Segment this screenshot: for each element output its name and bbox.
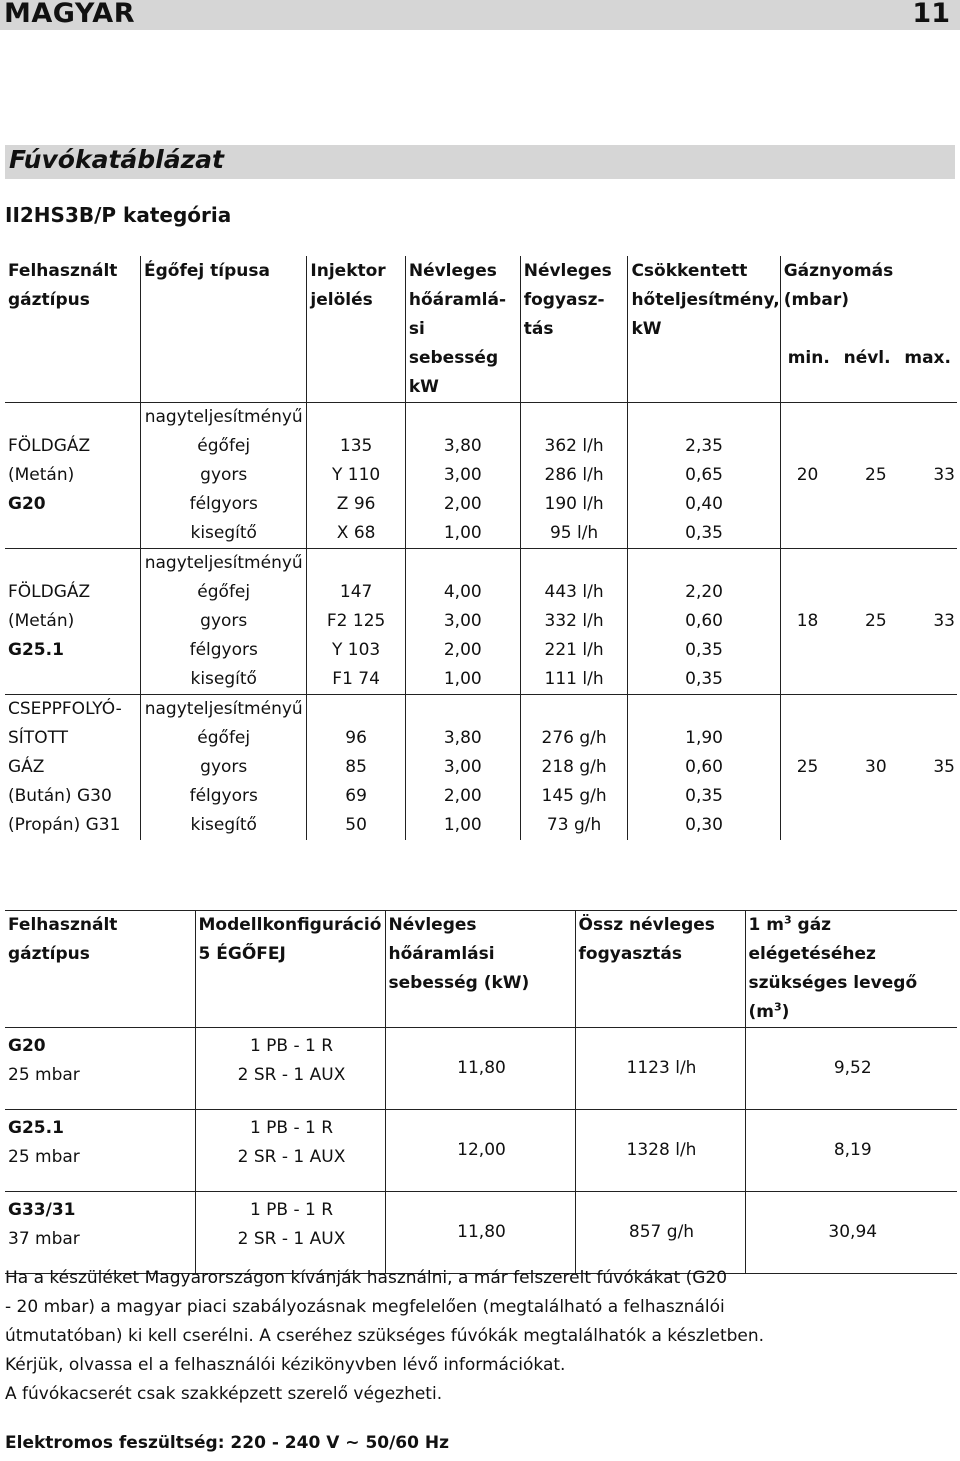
- reduced-output-cell-line: [628, 549, 779, 578]
- config-gas-cell-line: G25.1: [8, 1118, 64, 1138]
- heat-flow-cell: [405, 695, 520, 841]
- reduced-output-cell-line: 0,40: [685, 494, 723, 514]
- header-gas-pressure: Gáznyomás (mbar) min. névl. max.: [780, 256, 957, 403]
- pressure-subheaders: [784, 344, 957, 373]
- page-number: 11: [912, 0, 950, 29]
- injector-cell: [307, 403, 405, 549]
- gas-type-cell-line: (Metán): [8, 465, 75, 485]
- config-header-model: Modellkonfiguráció 5 ÉGŐFEJ: [195, 911, 385, 1028]
- consumption-cell-line: 221 l/h: [544, 640, 604, 660]
- consumption-cell-line: [521, 549, 628, 578]
- gas-type-cell: [5, 549, 141, 695]
- burner-type-cell-line: kisegítő: [190, 815, 257, 835]
- heat-flow-cell-line: 2,00: [443, 786, 482, 806]
- consumption-cell-line: 443 l/h: [544, 582, 604, 602]
- config-heat-flow-cell-line: 11,80: [457, 1058, 506, 1078]
- config-header-gas-type: Felhasznált gáztípus: [5, 911, 195, 1028]
- burner-type-cell: [141, 695, 307, 841]
- header-reduced-output: Csökkentett hőteljesítmény, kW: [628, 256, 780, 403]
- config-heat-flow-cell: [385, 1192, 575, 1274]
- gas-type-cell-line: (Metán): [8, 611, 75, 631]
- config-gas-cell: [5, 1028, 195, 1110]
- gas-pressure-cell: [780, 549, 957, 695]
- burner-type-cell-line: félgyors: [189, 494, 258, 514]
- pressure-max-value: 35: [933, 757, 955, 777]
- header-gas-type: Felhasznált gáztípus: [5, 256, 141, 403]
- injector-cell-line: Y 103: [332, 640, 381, 660]
- burner-type-cell: [141, 403, 307, 549]
- section-header: [5, 145, 955, 179]
- gas-type-cell-line: [8, 665, 140, 694]
- gas-type-cell-line: (Propán) G31: [8, 815, 121, 835]
- gas-type-cell-line: CSEPPFOLYÓ-: [8, 699, 122, 719]
- consumption-cell-line: 145 g/h: [541, 786, 607, 806]
- burner-type-cell-line: félgyors: [189, 640, 258, 660]
- header-injector: Injektor jelölés: [307, 256, 405, 403]
- config-model-cell: [195, 1028, 385, 1110]
- injector-cell-line: F2 125: [326, 611, 386, 631]
- reduced-output-cell-line: 0,30: [685, 815, 723, 835]
- config-table: [5, 910, 957, 1274]
- burner-type-cell: [141, 549, 307, 695]
- gas-type-cell-line: (Bután) G30: [8, 786, 112, 806]
- config-gas-cell: [5, 1192, 195, 1274]
- reduced-output-cell: [628, 403, 780, 549]
- reduced-output-cell-line: 2,20: [685, 582, 723, 602]
- heat-flow-cell-line: 2,00: [443, 494, 482, 514]
- config-total-cell-line: 857 g/h: [628, 1222, 695, 1242]
- reduced-output-cell-line: [628, 403, 779, 432]
- reduced-output-cell-line: 0,35: [685, 786, 723, 806]
- consumption-cell-line: 111 l/h: [544, 669, 604, 689]
- config-heat-flow-cell: [385, 1028, 575, 1110]
- config-total-cell: [575, 1192, 745, 1274]
- heat-flow-cell-line: 3,00: [443, 757, 482, 777]
- replacement-note: [5, 1264, 955, 1409]
- config-heat-flow-cell: [385, 1110, 575, 1192]
- gas-type-cell: [5, 695, 141, 841]
- config-air-cell-line: 30,94: [828, 1222, 878, 1242]
- consumption-cell: [520, 549, 628, 695]
- consumption-cell-line: [521, 695, 628, 724]
- config-heat-flow-cell-line: 12,00: [457, 1140, 506, 1160]
- pressure-max-label: max.: [904, 348, 951, 368]
- burner-type-cell-line: kisegítő: [190, 669, 257, 689]
- injector-cell-line: 50: [345, 815, 367, 835]
- injector-cell-line: Z 96: [336, 494, 376, 514]
- consumption-cell-line: 332 l/h: [544, 611, 604, 631]
- heat-flow-cell-line: 4,00: [443, 582, 482, 602]
- reduced-output-cell-line: 0,60: [685, 611, 723, 631]
- burner-type-cell-line: kisegítő: [190, 523, 257, 543]
- injector-cell-line: 135: [339, 436, 373, 456]
- note-line: - 20 mbar) a magyar piaci szabályozásnak megfelelően (megtalálható a felhasználói: [5, 1297, 725, 1317]
- injector-cell-line: 69: [345, 786, 367, 806]
- injector-cell-line: X 68: [336, 523, 376, 543]
- heat-flow-cell: [405, 403, 520, 549]
- pressure-nominal-value: 25: [865, 465, 887, 485]
- note-line: A fúvókacserét csak szakképzett szerelő végezheti.: [5, 1384, 443, 1404]
- pressure-min-value: 18: [796, 611, 819, 631]
- reduced-output-cell: [628, 695, 780, 841]
- heat-flow-cell-line: 2,00: [443, 640, 482, 660]
- config-air-cell: [745, 1192, 957, 1274]
- gas-pressure-cell: [780, 695, 957, 841]
- consumption-cell-line: 95 l/h: [549, 523, 599, 543]
- header-consumption: Névleges fogyasz- tás: [520, 256, 628, 403]
- heat-flow-cell-line: 1,00: [443, 523, 482, 543]
- heat-flow-cell: [405, 549, 520, 695]
- reduced-output-cell-line: 0,60: [685, 757, 723, 777]
- reduced-output-cell-line: 0,65: [685, 465, 723, 485]
- gas-type-cell-line: SÍTOTT: [8, 728, 69, 748]
- pressure-min-value: 25: [796, 757, 819, 777]
- config-total-cell-line: 1328 l/h: [626, 1140, 697, 1160]
- section-title: Fúvókatáblázat: [9, 145, 224, 174]
- injector-cell-line: [307, 549, 404, 578]
- page-header: [0, 0, 960, 30]
- gas-type-cell-line: FÖLDGÁZ: [8, 582, 91, 602]
- config-total-cell: [575, 1028, 745, 1110]
- consumption-cell-line: 73 g/h: [546, 815, 602, 835]
- config-air-cell: [745, 1110, 957, 1192]
- injector-cell-line: 96: [345, 728, 367, 748]
- config-gas-cell-line: G20: [8, 1036, 46, 1056]
- gas-type-cell-line: G20: [8, 494, 46, 514]
- gas-type-cell-line: [8, 519, 140, 548]
- config-gas-cell: [5, 1110, 195, 1192]
- reduced-output-cell-line: 0,35: [685, 640, 723, 660]
- gas-group-row: [5, 695, 957, 841]
- pressure-nominal-value: 25: [865, 611, 887, 631]
- pressure-min-value: 20: [796, 465, 819, 485]
- injector-cell: [307, 695, 405, 841]
- reduced-output-cell-line: 0,35: [685, 523, 723, 543]
- heat-flow-cell-line: [406, 549, 520, 578]
- config-row: [5, 1192, 957, 1274]
- gas-group-row: [5, 549, 957, 695]
- nozzle-table: [5, 256, 957, 840]
- heat-flow-cell-line: 3,80: [443, 728, 482, 748]
- config-model-cell: [195, 1110, 385, 1192]
- config-gas-cell-line: 25 mbar: [8, 1065, 80, 1085]
- consumption-cell-line: 218 g/h: [541, 757, 607, 777]
- config-model-cell-line: 2 SR - 1 AUX: [237, 1229, 346, 1249]
- gas-type-cell: [5, 403, 141, 549]
- config-model-cell-line: 2 SR - 1 AUX: [237, 1065, 346, 1085]
- burner-type-cell-line: égőfej: [197, 728, 251, 748]
- config-model-cell-line: 1 PB - 1 R: [249, 1118, 334, 1138]
- gas-type-cell-line: [8, 549, 140, 578]
- config-air-cell-line: 8,19: [833, 1140, 872, 1160]
- consumption-cell: [520, 403, 628, 549]
- burner-type-cell-line: gyors: [200, 611, 248, 631]
- heat-flow-cell-line: 3,00: [443, 465, 482, 485]
- gas-type-cell-line: G25.1: [8, 640, 64, 660]
- config-air-cell-line: 9,52: [833, 1058, 872, 1078]
- gas-group-row: [5, 403, 957, 549]
- config-gas-cell-line: 25 mbar: [8, 1147, 80, 1167]
- header-heat-flow: Névleges hőáramlá- si sebesség kW: [405, 256, 520, 403]
- note-line: Ha a készüléket Magyarországon kívánják használni, a már felszerelt fúvókákat (G20: [5, 1268, 728, 1288]
- config-gas-cell-line: 37 mbar: [8, 1229, 80, 1249]
- injector-cell-line: F1 74: [332, 669, 380, 689]
- config-model-cell: [195, 1192, 385, 1274]
- config-model-cell-line: 1 PB - 1 R: [249, 1036, 334, 1056]
- pressure-nominal-value: 30: [865, 757, 887, 777]
- config-row: [5, 1110, 957, 1192]
- heat-flow-cell-line: 3,00: [443, 611, 482, 631]
- burner-type-cell-line: égőfej: [197, 436, 251, 456]
- config-row: [5, 1028, 957, 1110]
- voltage-spec: Elektromos feszültség: 220 - 240 V ~ 50/60 Hz: [5, 1433, 450, 1453]
- injector-cell: [307, 549, 405, 695]
- burner-type-cell-line: gyors: [200, 757, 248, 777]
- note-line: Kérjük, olvassa el a felhasználói kézikönyvben lévő információkat.: [5, 1355, 566, 1375]
- injector-cell-line: 147: [339, 582, 373, 602]
- consumption-cell-line: 276 g/h: [541, 728, 607, 748]
- injector-cell-line: [307, 403, 404, 432]
- pressure-max-value: 33: [933, 465, 955, 485]
- header-burner-type: Égőfej típusa: [141, 256, 307, 403]
- config-header-air-required: 1 $m^3$ gáz elégetéséhez szükséges levegő $(m^3)$: [745, 911, 957, 1028]
- config-total-cell-line: 1123 l/h: [626, 1058, 697, 1078]
- nozzle-table-header: [5, 256, 957, 403]
- consumption-cell-line: [521, 403, 628, 432]
- consumption-cell: [520, 695, 628, 841]
- heat-flow-cell-line: [406, 403, 520, 432]
- injector-cell-line: 85: [345, 757, 367, 777]
- gas-type-cell-line: [8, 403, 140, 432]
- gas-pressure-cell: [780, 403, 957, 549]
- burner-type-cell-line: nagyteljesítményű: [144, 699, 303, 719]
- burner-type-cell-line: égőfej: [197, 582, 251, 602]
- language-label: MAGYAR: [4, 0, 135, 29]
- config-heat-flow-cell-line: 11,80: [457, 1222, 506, 1242]
- config-model-cell-line: 2 SR - 1 AUX: [237, 1147, 346, 1167]
- config-model-cell-line: 1 PB - 1 R: [249, 1200, 334, 1220]
- burner-type-cell-line: nagyteljesítményű: [144, 553, 303, 573]
- config-total-cell: [575, 1110, 745, 1192]
- consumption-cell-line: 362 l/h: [544, 436, 604, 456]
- pressure-max-value: 33: [933, 611, 955, 631]
- config-table-header: [5, 911, 957, 1028]
- gas-type-cell-line: FÖLDGÁZ: [8, 436, 91, 456]
- heat-flow-cell-line: [406, 695, 520, 724]
- burner-type-cell-line: félgyors: [189, 786, 258, 806]
- config-air-cell: [745, 1028, 957, 1110]
- burner-type-cell-line: gyors: [200, 465, 248, 485]
- note-line: útmutatóban) ki kell cserélni. A cseréhez szükséges fúvókák megtalálhatók a készletben.: [5, 1326, 765, 1346]
- injector-cell-line: [307, 695, 404, 724]
- reduced-output-cell-line: [628, 695, 779, 724]
- consumption-cell-line: 190 l/h: [544, 494, 604, 514]
- consumption-cell-line: 286 l/h: [544, 465, 604, 485]
- heat-flow-cell-line: 1,00: [443, 815, 482, 835]
- reduced-output-cell-line: 1,90: [685, 728, 723, 748]
- config-header-heat-flow: Névleges hőáramlási sebesség (kW): [385, 911, 575, 1028]
- pressure-min-label: min.: [787, 348, 830, 368]
- heat-flow-cell-line: 3,80: [443, 436, 482, 456]
- config-header-total-consumption: Össz névleges fogyasztás: [575, 911, 745, 1028]
- pressure-nominal-label: névl.: [843, 348, 891, 368]
- heat-flow-cell-line: 1,00: [443, 669, 482, 689]
- burner-type-cell-line: nagyteljesítményű: [144, 407, 303, 427]
- reduced-output-cell-line: 2,35: [685, 436, 723, 456]
- reduced-output-cell: [628, 549, 780, 695]
- reduced-output-cell-line: 0,35: [685, 669, 723, 689]
- injector-cell-line: Y 110: [332, 465, 381, 485]
- config-gas-cell-line: G33/31: [8, 1200, 76, 1220]
- category-label: II2HS3B/P kategória: [5, 203, 232, 227]
- gas-type-cell-line: GÁZ: [8, 757, 45, 777]
